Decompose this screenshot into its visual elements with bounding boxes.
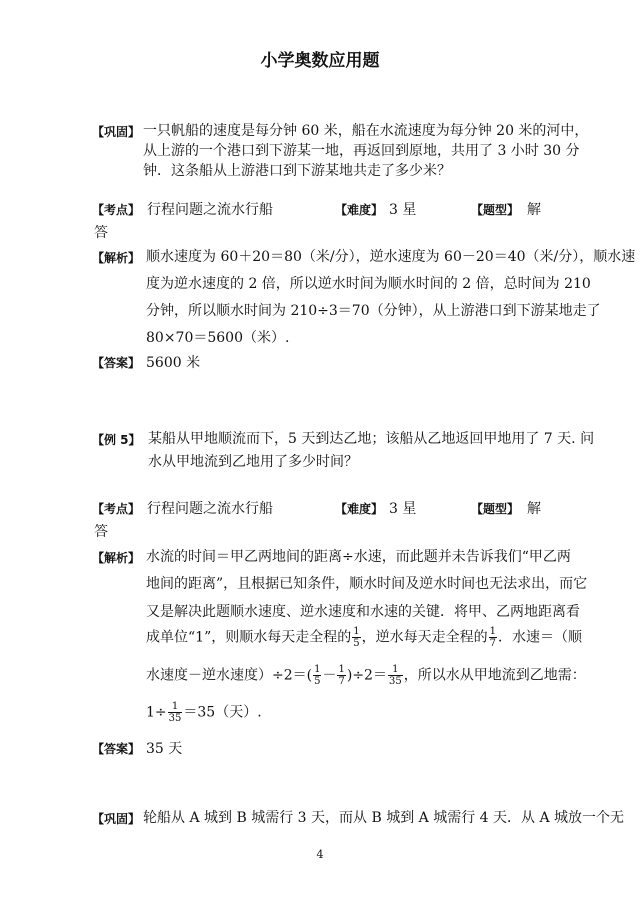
analysis-tag: 【解析】	[92, 251, 141, 265]
page-title: 小学奥数应用题	[260, 51, 380, 71]
question-line: 从上游的一个港口到下游某一地，再返回到原地，共用了 3 小时 30 分	[143, 143, 580, 159]
analysis-text: 水速度－逆水速度）÷2＝(	[146, 667, 313, 684]
analysis-line: 分钟，所以顺水时间为 210÷3＝70（分钟），从上游港口到下游某地走了	[146, 303, 601, 319]
type-value: 解	[527, 501, 541, 517]
answer-value: 35 天	[146, 741, 183, 757]
question-line: 水从甲地流到乙地用了多少时间？	[148, 454, 358, 470]
fraction-one-thirtyfifth: $\frac{1}{35}$	[388, 664, 402, 687]
answer-tag: 【答案】	[92, 356, 141, 370]
question-line: 钟．这条船从上游港口到下游某地共走了多少米？	[143, 163, 451, 179]
analysis-text: －	[322, 667, 337, 684]
analysis-line: 地间的距离”，且根据已知条件，顺水时间及逆水时间也无法求出，而它	[146, 576, 588, 592]
difficulty-value: 3 星	[389, 202, 417, 218]
fraction-one-thirtyfifth: $\frac{1}{35}$	[168, 701, 182, 724]
analysis-text: ，所以水从甲地流到乙地需：	[403, 667, 586, 684]
analysis-line: 度为逆水速度的 2 倍，所以逆水时间为顺水时间的 2 倍，总时间为 210	[146, 276, 591, 292]
topic-value: 行程问题之流水行船	[147, 501, 273, 517]
fraction-one-seventh: $\frac{1}{7}$	[338, 664, 345, 687]
fraction-one-fifth: $\frac{1}{5}$	[314, 664, 321, 687]
type-value: 解	[527, 202, 541, 218]
analysis-line-fractions	[146, 701, 262, 724]
analysis-line: 又是解决此题顺水速度、逆水速度和水速的关键．将甲、乙两地距离看	[146, 604, 580, 620]
analysis-line: 水流的时间＝甲乙两地间的距离÷水速，而此题并未告诉我们“甲乙两	[146, 549, 571, 565]
topic-value: 行程问题之流水行船	[147, 202, 273, 218]
difficulty-tag: 【难度】	[335, 502, 384, 516]
analysis-line-fractions	[146, 626, 582, 649]
analysis-text: ，逆水每天走全程的	[361, 629, 488, 646]
question-line: 某船从甲地顺流而下，5 天到达乙地；该船从乙地返回甲地用了 7 天. 问	[148, 431, 595, 447]
analysis-text: ．水速＝（顺	[497, 629, 582, 646]
analysis-text: )÷2＝	[346, 667, 387, 684]
type-tag: 【题型】	[471, 203, 520, 217]
type-tag: 【题型】	[471, 502, 520, 516]
topic-tag: 【考点】	[92, 502, 141, 516]
exercise-tag: 【例 5】	[92, 433, 141, 447]
topic-tag: 【考点】	[92, 203, 141, 217]
difficulty-tag: 【难度】	[335, 203, 384, 217]
question-line: 轮船从 A 城到 B 城需行 3 天，而从 B 城到 A 城需行 4 天．从 A 城放一个无	[143, 810, 625, 826]
fraction-one-seventh: $\frac{1}{7}$	[489, 626, 496, 649]
question-line: 一只帆船的速度是每分钟 60 米，船在水流速度为每分钟 20 米的河中，	[143, 123, 589, 139]
analysis-line: 顺水速度为 60＋20＝80（米/分），逆水速度为 60－20＝40（米/分），顺水速	[146, 249, 636, 265]
analysis-text: 成单位“1”，则顺水每天走全程的	[146, 629, 352, 646]
answer-value: 5600 米	[146, 355, 201, 371]
analysis-line-fractions	[146, 664, 586, 687]
page-number: 4	[316, 848, 324, 861]
fraction-one-fifth: $\frac{1}{5}$	[353, 626, 360, 649]
analysis-line: 80×70＝5600（米）.	[146, 330, 290, 346]
type-value: 答	[94, 524, 108, 540]
exercise-tag: 【巩固】	[92, 812, 141, 826]
type-value: 答	[94, 225, 108, 241]
analysis-tag: 【解析】	[92, 551, 141, 565]
analysis-text: 1÷	[146, 704, 167, 721]
answer-tag: 【答案】	[92, 742, 141, 756]
difficulty-value: 3 星	[389, 501, 417, 517]
exercise-tag: 【巩固】	[92, 125, 141, 139]
analysis-text: ＝35（天）.	[183, 704, 262, 721]
